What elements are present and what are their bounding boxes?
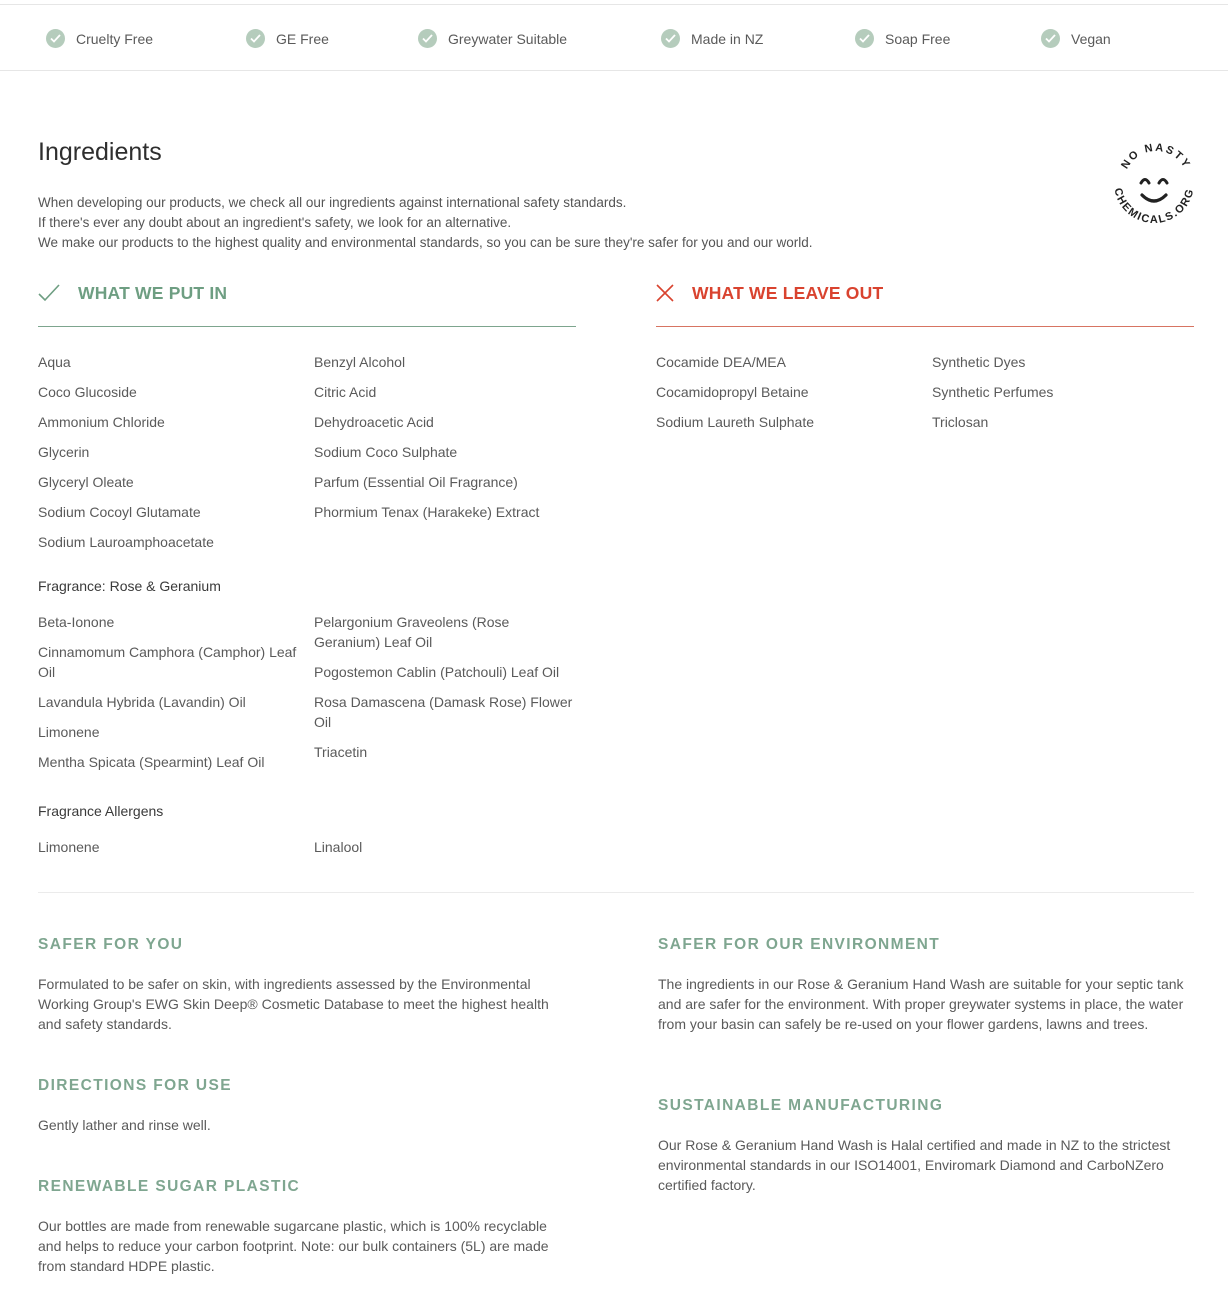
fragrance-list-col2 [314,612,576,772]
badge-greywater-suitable [418,5,567,72]
put-in-list-col1 [38,352,300,562]
svg-text:CHEMICALS.ORG: CHEMICALS.ORG [1111,186,1197,227]
badge-soap-free [855,5,950,72]
allergens-list-col2 [314,837,576,867]
leave-out-list-col2 [932,352,1194,442]
check-circle-icon [1041,29,1060,48]
ingredient-item: Limonene [38,724,100,740]
ingredient-item: Glyceryl Oleate [38,474,134,490]
environment-text: The ingredients in our Rose & Geranium Hand Wash are suitable for your septic tank and are safer for the environment. With proper greywater systems in place, the water from your basin can safely be re-used on your flower gardens, lawns and trees. [658,976,1184,1032]
environment-title: SAFER FOR OUR ENVIRONMENT [658,936,941,953]
excluded-item: Triclosan [932,414,989,430]
safer-for-you-title: SAFER FOR YOU [38,936,184,953]
ingredient-item: Rosa Damascena (Damask Rose) Flower Oil [314,694,573,730]
allergens-list-col1 [38,837,300,867]
fragrance-heading: Fragrance: Rose & Geranium [38,578,221,594]
ingredient-item: Triacetin [314,744,368,760]
put-in-list-col2 [314,352,576,532]
badge-made-in-nz [661,5,763,72]
ingredient-item: Sodium Lauroamphoacetate [38,534,214,550]
intro-line: We make our products to the highest quality and environmental standards, so you can be sure they're safer for you and our world. [38,235,813,250]
badge-label: Cruelty Free [76,30,154,47]
excluded-item: Synthetic Dyes [932,354,1026,370]
ingredient-item: Citric Acid [314,384,377,400]
svg-text:NO NASTY: NO NASTY [1119,143,1193,172]
check-circle-icon [661,29,680,48]
cross-icon [656,284,674,302]
badge-label: GE Free [276,30,329,47]
fragrance-list-col1 [38,612,300,782]
sugar-plastic-title: RENEWABLE SUGAR PLASTIC [38,1178,301,1195]
ingredients-intro [38,193,938,253]
ingredient-item: Limonene [38,839,100,855]
check-circle-icon [46,29,65,48]
directions-title: DIRECTIONS FOR USE [38,1077,232,1094]
put-in-heading-label: WHAT WE PUT IN [78,282,228,303]
no-nasty-chemicals-logo [1106,143,1202,239]
put-in-divider [38,326,576,327]
ingredient-item: Coco Glucoside [38,384,137,400]
ingredient-item: Lavandula Hybrida (Lavandin) Oil [38,694,246,710]
ingredient-item: Sodium Coco Sulphate [314,444,458,460]
safer-for-you-text: Formulated to be safer on skin, with ingredients assessed by the Environmental Working Group's EWG Skin Deep® Cosmetic Database to meet the highest health and safety standards. [38,976,549,1032]
badge-label: Vegan [1071,30,1111,47]
ingredient-item: Mentha Spicata (Spearmint) Leaf Oil [38,754,265,770]
check-circle-icon [418,29,437,48]
badge-ge-free [246,5,329,72]
what-we-leave-out-heading [656,278,883,308]
manufacturing-text: Our Rose & Geranium Hand Wash is Halal certified and made in NZ to the strictest environmental standards in our ISO14001, Enviromark Diamond and CarboNZero certified factory. [658,1137,1171,1193]
sugar-plastic-text: Our bottles are made from renewable sugarcane plastic, which is 100% recyclable and helps to reduce your carbon footprint. Note: our bulk containers (5L) are made from standard HDPE plastic. [38,1218,549,1274]
intro-line: When developing our products, we check all our ingredients against international safety standards. [38,195,627,210]
intro-line: If there's ever any doubt about an ingredient's safety, we look for an alternative. [38,215,512,230]
excluded-item: Cocamidopropyl Betaine [656,384,809,400]
ingredient-item: Beta-Ionone [38,614,115,630]
badge-cruelty-free [46,5,153,72]
feature-badges-bar [0,4,1228,71]
badge-label: Made in NZ [691,30,764,47]
ingredient-item: Sodium Cocoyl Glutamate [38,504,201,520]
ingredient-item: Cinnamomum Camphora (Camphor) Leaf Oil [38,644,297,680]
badge-vegan [1041,5,1111,72]
section-divider [38,892,1194,893]
badge-label: Soap Free [885,30,951,47]
ingredient-item: Linalool [314,839,363,855]
ingredient-item: Benzyl Alcohol [314,354,406,370]
excluded-item: Synthetic Perfumes [932,384,1054,400]
badge-label: Greywater Suitable [448,30,568,47]
what-we-put-in-heading [38,278,227,308]
excluded-item: Cocamide DEA/MEA [656,354,786,370]
leave-out-list-col1 [656,352,918,442]
ingredient-item: Glycerin [38,444,90,460]
leave-out-heading-label: WHAT WE LEAVE OUT [692,282,884,303]
directions-text: Gently lather and rinse well. [38,1117,211,1133]
ingredient-item: Parfum (Essential Oil Fragrance) [314,474,518,490]
fragrance-allergens-heading: Fragrance Allergens [38,803,164,819]
leave-out-divider [656,326,1194,327]
ingredient-item: Ammonium Chloride [38,414,165,430]
excluded-item: Sodium Laureth Sulphate [656,414,814,430]
manufacturing-title: SUSTAINABLE MANUFACTURING [658,1097,944,1114]
ingredients-title: Ingredients [38,138,162,166]
ingredient-item: Phormium Tenax (Harakeke) Extract [314,504,540,520]
ingredient-item: Dehydroacetic Acid [314,414,434,430]
check-circle-icon [855,29,874,48]
checkmark-icon [38,284,60,302]
ingredient-item: Aqua [38,354,71,370]
ingredient-item: Pogostemon Cablin (Patchouli) Leaf Oil [314,664,560,680]
check-circle-icon [246,29,265,48]
ingredient-item: Pelargonium Graveolens (Rose Geranium) Leaf Oil [314,614,510,650]
